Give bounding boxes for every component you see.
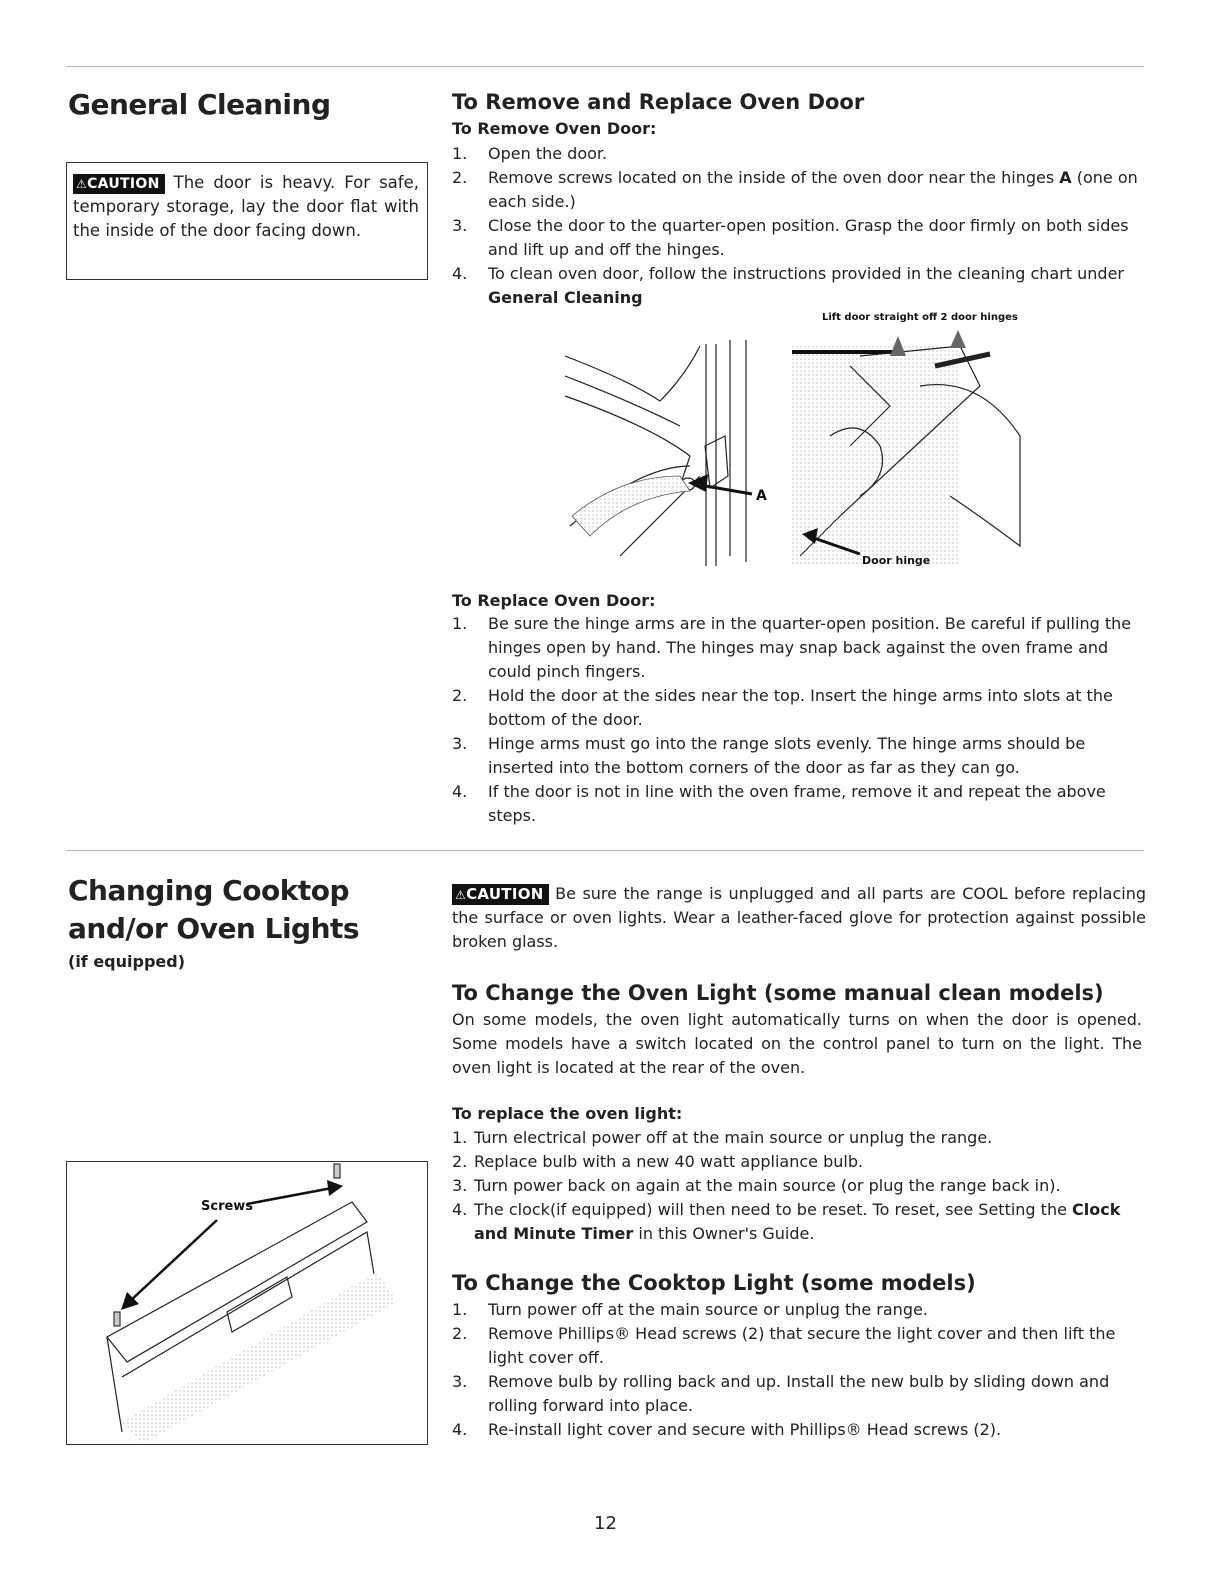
step-text: Hinge arms must go into the range slots evenly. The hinge arms should be inserted into the bottom corners of the door as far as they can go. bbox=[488, 734, 1086, 777]
list-item bbox=[452, 612, 1146, 684]
step-text: To clean oven door, follow the instructions provided in the cleaning chart under bbox=[488, 264, 1124, 283]
general-cleaning-caution-box bbox=[66, 162, 428, 280]
list-item bbox=[452, 1174, 1146, 1198]
step-number: 1. bbox=[452, 1128, 468, 1147]
cooktop-light-steps bbox=[452, 1298, 1146, 1442]
step-text: The clock(if equipped) will then need to be reset. To reset, see Setting the bbox=[474, 1200, 1073, 1219]
list-item bbox=[452, 1370, 1146, 1418]
page-number: 12 bbox=[594, 1513, 617, 1534]
step-text: Turn power back on again at the main source (or plug the range back in). bbox=[474, 1176, 1061, 1195]
list-item bbox=[452, 684, 1146, 732]
middle-rule bbox=[66, 850, 1144, 851]
replace-door-heading: To Replace Oven Door: bbox=[452, 591, 656, 610]
oven-light-heading: To Change the Oven Light (some manual clean models) bbox=[452, 981, 1104, 1005]
lights-subtitle: (if equipped) bbox=[68, 952, 186, 971]
step-text: Close the door to the quarter-open position. Grasp the door firmly on both sides and lift up and off the hinges. bbox=[488, 216, 1129, 259]
step-bold-text: General Cleaning bbox=[488, 288, 643, 307]
step-number: 4. bbox=[452, 1200, 468, 1219]
list-item bbox=[452, 262, 1146, 310]
replace-door-steps bbox=[452, 612, 1146, 828]
step-number: 3. bbox=[452, 1372, 468, 1391]
step-text: Turn power off at the main source or unplug the range. bbox=[488, 1300, 928, 1319]
step-number: 4. bbox=[452, 264, 468, 283]
caution-badge: ⚠CAUTION bbox=[73, 174, 165, 194]
lights-caution bbox=[452, 882, 1146, 954]
list-item bbox=[452, 1298, 1146, 1322]
step-number: 2. bbox=[452, 686, 468, 705]
step-text: Remove Phillips® Head screws (2) that secure the light cover and then lift the light cover off. bbox=[488, 1324, 1116, 1367]
step-number: 3. bbox=[452, 734, 468, 753]
step-number: 3. bbox=[452, 1176, 468, 1195]
list-item bbox=[452, 1322, 1146, 1370]
step-text: Re-install light cover and secure with Phillips® Head screws (2). bbox=[488, 1420, 1002, 1439]
list-item bbox=[452, 732, 1146, 780]
warning-triangle-icon: ⚠ bbox=[76, 177, 88, 191]
step-text: Hold the door at the sides near the top. Insert the hinge arms into slots at the bottom of the door. bbox=[488, 686, 1113, 729]
step-text: Be sure the hinge arms are in the quarter-open position. Be careful if pulling the hinges open by hand. The hinges may snap back against the oven frame and could pinch fingers. bbox=[488, 614, 1132, 681]
step-number: 2. bbox=[452, 168, 468, 187]
lights-title-line1: Changing Cooktop bbox=[68, 874, 349, 907]
step-text: Remove screws located on the inside of the oven door near the hinges bbox=[488, 168, 1060, 187]
oven-light-text: On some models, the oven light automatically turns on when the door is opened. Some models have a switch located on the control panel to turn on the light. The oven light is located at the rear of the oven. bbox=[452, 1010, 1142, 1077]
caution-text: The door is heavy. For safe, temporary storage, lay the door flat with the inside of the door facing down. bbox=[73, 173, 419, 240]
list-item bbox=[452, 166, 1146, 214]
top-rule bbox=[66, 66, 1144, 67]
replace-light-steps bbox=[452, 1126, 1146, 1246]
screws-figure-box bbox=[66, 1161, 428, 1445]
general-cleaning-title: General Cleaning bbox=[68, 88, 331, 121]
step-tail-text: in this Owner's Guide. bbox=[633, 1224, 815, 1243]
step-text: Replace bulb with a new 40 watt appliance bulb. bbox=[474, 1152, 864, 1171]
step-text: If the door is not in line with the oven frame, remove it and repeat the above steps. bbox=[488, 782, 1106, 825]
cooktop-light-heading: To Change the Cooktop Light (some models) bbox=[452, 1271, 976, 1295]
door-hinge-illustration bbox=[560, 326, 1030, 588]
list-item bbox=[452, 142, 1146, 166]
step-bold-text: Clock and Minute Timer bbox=[474, 1200, 1121, 1243]
step-number: 3. bbox=[452, 216, 468, 235]
list-item bbox=[452, 1150, 1146, 1174]
list-item bbox=[452, 780, 1146, 828]
figure-label-hinge: Door hinge bbox=[862, 554, 931, 567]
lights-caution-text: Be sure the range is unplugged and all parts are COOL before replacing the surface or oven lights. Wear a leather-faced glove for protection against possible broken glass. bbox=[452, 884, 1146, 951]
screws-label: Screws bbox=[201, 1199, 254, 1214]
step-text: Open the door. bbox=[488, 144, 608, 163]
replace-light-heading: To replace the oven light: bbox=[452, 1104, 683, 1123]
remove-door-heading: To Remove Oven Door: bbox=[452, 119, 657, 138]
list-item bbox=[452, 1126, 1146, 1150]
step-number: 4. bbox=[452, 782, 468, 801]
step-number: 2. bbox=[452, 1324, 468, 1343]
figure-caption: Lift door straight off 2 door hinges bbox=[822, 312, 1018, 323]
list-item bbox=[452, 214, 1146, 262]
step-number: 1. bbox=[452, 144, 468, 163]
step-tail-text: (one on each side.) bbox=[488, 168, 1138, 211]
lights-title bbox=[68, 872, 359, 948]
step-number: 1. bbox=[452, 1300, 468, 1319]
list-item bbox=[452, 1198, 1146, 1246]
warning-triangle-icon-2: ⚠ bbox=[455, 888, 467, 902]
step-text: Remove bulb by rolling back and up. Install the new bulb by sliding down and rolling forward into place. bbox=[488, 1372, 1110, 1415]
step-number: 1. bbox=[452, 614, 468, 633]
remove-door-steps bbox=[452, 142, 1146, 310]
cooktop-light-illustration bbox=[67, 1162, 427, 1444]
oven-door-title: To Remove and Replace Oven Door bbox=[452, 90, 865, 114]
lights-caution-badge: ⚠CAUTION bbox=[452, 884, 549, 905]
step-number: 4. bbox=[452, 1420, 468, 1439]
figure-label-a: A bbox=[756, 488, 767, 504]
step-text: Turn electrical power off at the main source or unplug the range. bbox=[474, 1128, 993, 1147]
step-number: 2. bbox=[452, 1152, 468, 1171]
step-bold-text: A bbox=[1059, 168, 1072, 187]
lights-title-line2: and/or Oven Lights bbox=[68, 912, 360, 945]
list-item bbox=[452, 1418, 1146, 1442]
